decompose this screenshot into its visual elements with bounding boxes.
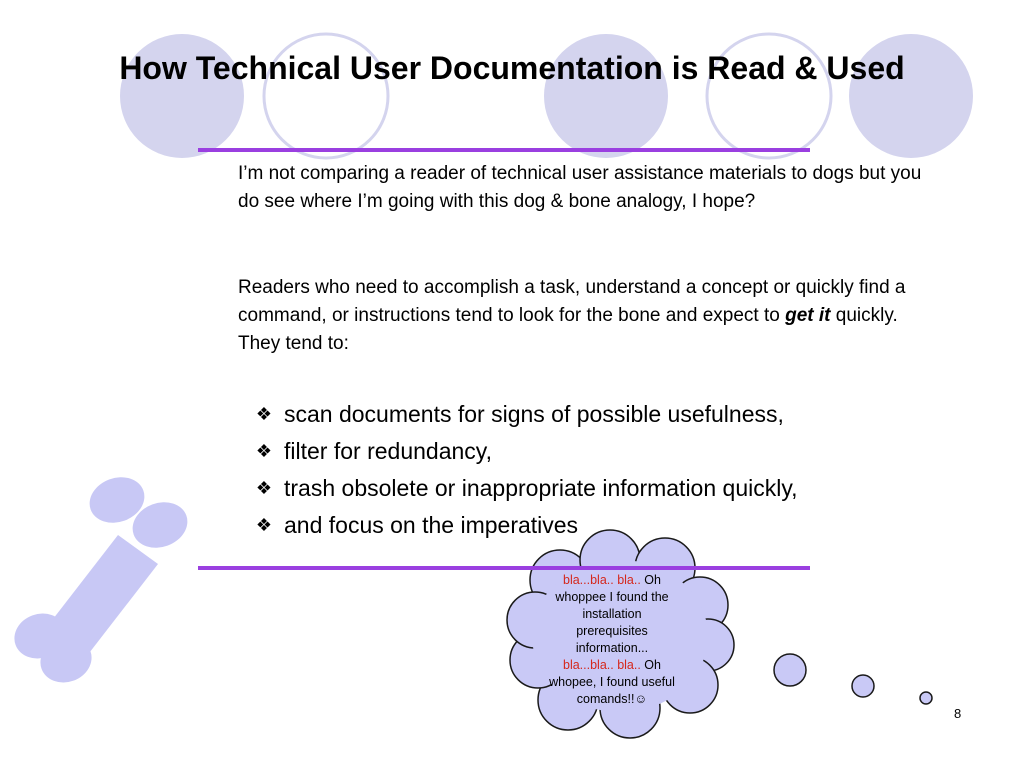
bullet-item: [252, 433, 798, 470]
paragraph-readers: [238, 274, 938, 358]
thought-bubble-text: [548, 572, 676, 708]
diamond-bullet-icon: ❖: [255, 404, 273, 424]
bubble-blabla: bla...bla.. bla..: [563, 573, 641, 587]
top-divider: [198, 148, 810, 152]
paragraph-analogy-text: I’m not comparing a reader of technical user assistance materials to dogs but you do see where I’m going with this dog & bone analogy, I hope?: [238, 163, 922, 212]
bone-icon: [8, 470, 194, 690]
diamond-bullet-icon: ❖: [255, 515, 273, 535]
diamond-bullet-icon: ❖: [255, 441, 273, 461]
page-number: 8: [954, 706, 962, 721]
bullet-item: [252, 470, 798, 507]
diamond-bullet-icon: ❖: [255, 478, 273, 498]
bullet-text: filter for redundancy,: [284, 438, 492, 464]
slide-title: [0, 48, 1024, 88]
emphasis-get-it: get it: [785, 305, 831, 326]
bullet-text: and focus on the imperatives: [284, 512, 579, 538]
thought-trail: [774, 654, 932, 704]
bubble-line: Oh whoppee I found the installation prerequisites information...: [555, 573, 669, 655]
paragraph-readers-end: quickly. They tend to:: [238, 305, 898, 354]
bullet-text: scan documents for signs of possible usefulness,: [284, 401, 784, 427]
bullet-text: trash obsolete or inappropriate information quickly,: [284, 475, 798, 501]
bullet-list: [252, 396, 798, 544]
bullet-item: [252, 396, 798, 433]
bubble-line: Oh whopee, I found useful comands!!☺: [549, 658, 675, 706]
paragraph-readers-start: Readers who need to accomplish a task, understand a concept or quickly find a command, or instructions tend to look for the bone and expect to: [238, 277, 906, 326]
bubble-blabla: bla...bla.. bla..: [563, 658, 641, 672]
bottom-divider: [198, 566, 810, 570]
bullet-item: [252, 507, 798, 544]
slide-title-text: How Technical User Documentation is Read & Used: [119, 50, 905, 86]
paragraph-analogy: [238, 160, 938, 216]
